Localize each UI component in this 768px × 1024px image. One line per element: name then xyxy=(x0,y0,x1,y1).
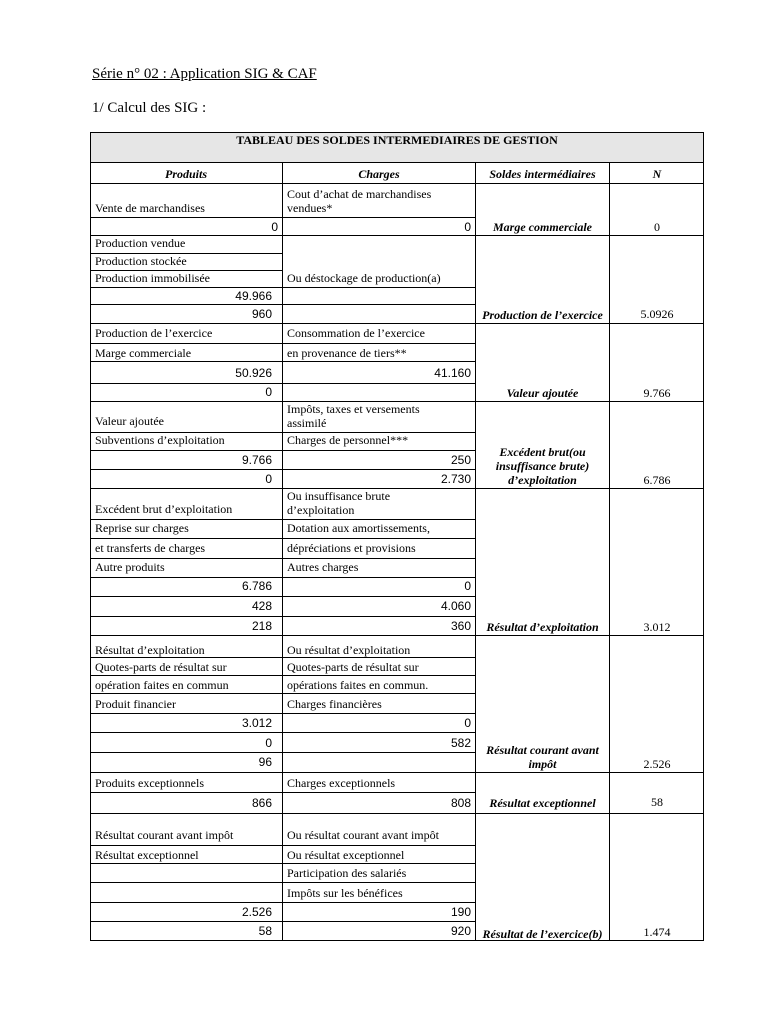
solde-value: 2.526 xyxy=(643,757,671,771)
produits-label: Valeur ajoutée xyxy=(95,414,164,428)
header-produits: Produits xyxy=(164,167,207,181)
charges-value: 0 xyxy=(464,220,471,234)
produits-value: 866 xyxy=(251,796,272,810)
charges-label: opérations faites en commun. xyxy=(287,678,429,692)
produits-value: 2.526 xyxy=(241,905,272,919)
produits-label: Production stockée xyxy=(95,254,187,268)
solde-label: Marge commerciale xyxy=(493,220,592,234)
charges-value: 41.160 xyxy=(434,366,471,380)
solde-label: Résultat de l’exercice(b) xyxy=(482,927,603,941)
produits-label: Résultat d’exploitation xyxy=(95,643,205,657)
produits-value: 428 xyxy=(251,599,272,613)
produits-label: Production vendue xyxy=(95,236,186,250)
charges-value: 360 xyxy=(450,619,471,633)
solde-label: Résultat courant avant xyxy=(486,743,599,757)
produits-label: opération faites en commun xyxy=(95,678,229,692)
produits-label: Reprise sur charges xyxy=(95,521,189,535)
charges-value: 0 xyxy=(464,579,471,593)
document-title: Série n° 02 : Application SIG & CAF xyxy=(92,66,317,82)
charges-value: 4.060 xyxy=(440,599,471,613)
charges-label: Ou déstockage de production(a) xyxy=(287,271,441,285)
solde-value: 9.766 xyxy=(643,386,671,400)
produits-label: Produits exceptionnels xyxy=(95,776,204,790)
produits-value: 9.766 xyxy=(241,453,272,467)
charges-label: dépréciations et provisions xyxy=(287,541,416,555)
section-heading: 1/ Calcul des SIG : xyxy=(92,100,207,116)
produits-label: Quotes-parts de résultat sur xyxy=(95,660,227,674)
produits-value: 3.012 xyxy=(241,716,272,730)
header-soldes: Soldes intermédiaires xyxy=(489,167,596,181)
solde-value: 58 xyxy=(651,795,663,809)
produits-value: 58 xyxy=(258,924,272,938)
produits-value: 0 xyxy=(271,220,278,234)
charges-label: Dotation aux amortissements, xyxy=(287,521,430,535)
solde-value: 0 xyxy=(654,220,660,234)
produits-label: et transferts de charges xyxy=(95,541,206,555)
produits-label: Excédent brut d’exploitation xyxy=(95,502,233,516)
produits-label: Autre produits xyxy=(95,560,165,574)
charges-label: Charges financières xyxy=(287,697,382,711)
produits-value: 0 xyxy=(265,385,272,399)
charges-label: Ou résultat d’exploitation xyxy=(287,643,411,657)
produits-value: 0 xyxy=(265,736,272,750)
header-charges: Charges xyxy=(358,167,400,181)
produits-value: 218 xyxy=(251,619,272,633)
produits-label: Marge commerciale xyxy=(95,346,192,360)
produits-value: 96 xyxy=(258,755,272,769)
charges-value: 190 xyxy=(450,905,471,919)
table-title: TABLEAU DES SOLDES INTERMEDIAIRES DE GESTION xyxy=(236,133,558,147)
charges-label: Ou résultat exceptionnel xyxy=(287,848,405,862)
charges-label: Quotes-parts de résultat sur xyxy=(287,660,419,674)
charges-label: Impôts sur les bénéfices xyxy=(287,886,403,900)
charges-value: 920 xyxy=(450,924,471,938)
solde-label: Excédent brut(ou xyxy=(499,445,586,459)
produits-value: 960 xyxy=(251,307,272,321)
produits-label: Production immobilisée xyxy=(95,271,210,285)
produits-label: Subventions d’exploitation xyxy=(95,433,225,447)
produits-value: 49.966 xyxy=(235,289,272,303)
charges-label: Consommation de l’exercice xyxy=(287,326,425,340)
solde-label: Production de l’exercice xyxy=(482,308,603,322)
solde-value: 3.012 xyxy=(643,620,671,634)
charges-label: assimilé xyxy=(287,416,327,430)
charges-label: Cout d’achat de marchandises xyxy=(287,187,432,201)
sig-table xyxy=(90,132,704,941)
solde-label: impôt xyxy=(528,757,557,771)
solde-label: d’exploitation xyxy=(508,473,577,487)
charges-value: 0 xyxy=(464,716,471,730)
produits-label: Résultat courant avant impôt xyxy=(95,828,234,842)
charges-label: en provenance de tiers** xyxy=(287,346,407,360)
charges-label: Autres charges xyxy=(287,560,359,574)
charges-label: Charges de personnel*** xyxy=(287,433,409,447)
charges-label: Ou insuffisance brute xyxy=(287,489,391,503)
charges-value: 250 xyxy=(450,453,471,467)
produits-value: 6.786 xyxy=(241,579,272,593)
header-n: N xyxy=(652,167,662,181)
produits-value: 0 xyxy=(265,472,272,486)
charges-value: 582 xyxy=(450,736,471,750)
solde-label: Résultat d’exploitation xyxy=(486,620,599,634)
charges-label: vendues* xyxy=(287,201,333,215)
produits-label: Résultat exceptionnel xyxy=(95,848,199,862)
charges-value: 2.730 xyxy=(440,472,471,486)
produits-label: Vente de marchandises xyxy=(95,201,205,215)
produits-label: Produit financier xyxy=(95,697,176,711)
charges-label: Ou résultat courant avant impôt xyxy=(287,828,439,842)
produits-value: 50.926 xyxy=(235,366,272,380)
charges-label: Impôts, taxes et versements xyxy=(287,402,420,416)
solde-label: insuffisance brute) xyxy=(495,459,590,473)
solde-label: Valeur ajoutée xyxy=(506,386,579,400)
solde-value: 6.786 xyxy=(643,473,671,487)
produits-label: Production de l’exercice xyxy=(95,326,213,340)
charges-label: Participation des salariés xyxy=(287,866,407,880)
charges-label: d’exploitation xyxy=(287,503,355,517)
charges-label: Charges exceptionnels xyxy=(287,776,396,790)
solde-value: 1.474 xyxy=(643,925,671,939)
solde-label: Résultat exceptionnel xyxy=(489,796,596,810)
charges-value: 808 xyxy=(450,796,471,810)
solde-value: 5.0926 xyxy=(640,307,674,321)
